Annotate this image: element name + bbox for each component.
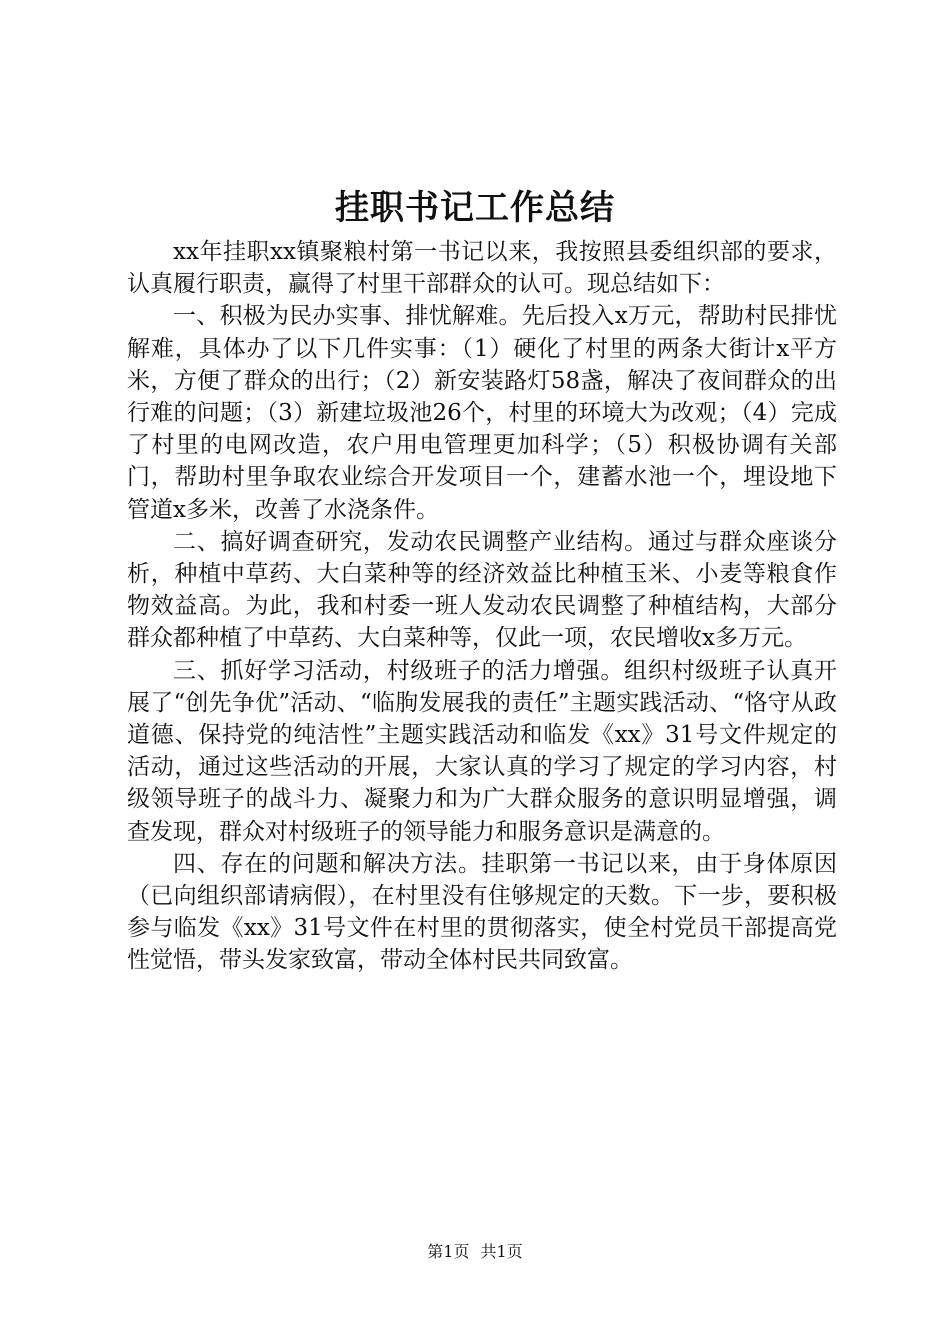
- section-four-paragraph: 四、存在的问题和解决方法。挂职第一书记以来，由于身体原因（已向组织部请病假），在村里没有住够规定的天数。下一步，要积极参与临发《xx》31号文件在村里的贯彻落实，使全村党员干部提高党性觉悟，带头发家致富，带动全体村民共同致富。: [127, 850, 837, 974]
- page-number-total: 共1页: [480, 1242, 523, 1261]
- section-two-paragraph: 二、搞好调查研究，发动农民调整产业结构。通过与群众座谈分析，种植中草药、大白菜种等的经济效益比种植玉米、小麦等粮食作物效益高。为此，我和村委一班人发动农民调整了种植结构，大部分群众都种植了中草药、大白菜种等，仅此一项，农民增收x多万元。: [127, 528, 837, 652]
- page-number-current: 第1页: [427, 1242, 470, 1261]
- document-title: 挂职书记工作总结: [335, 188, 615, 228]
- document-body: [127, 236, 837, 977]
- section-one-paragraph: 一、积极为民办实事、排忧解难。先后投入x万元，帮助村民排忧解难，具体办了以下几件实事：（1）硬化了村里的两条大街计x平方米，方便了群众的出行；（2）新安装路灯58盏，解决了夜间群众的出行难的问题；（3）新建垃圾池26个，村里的环境大为改观；（4）完成了村里的电网改造，农户用电管理更加科学；（5）积极协调有关部门，帮助村里争取农业综合开发项目一个，建蓄水池一个，埋设地下管道x多米，改善了水浇条件。: [127, 303, 837, 523]
- section-three-paragraph: 三、抓好学习活动，村级班子的活力增强。组织村级班子认真开展了“创先争优”活动、“临朐发展我的责任”主题实践活动、“恪守从政道德、保持党的纯洁性”主题实践活动和临发《xx》31号文件规定的活动，通过这些活动的开展，大家认真的学习了规定的学习内容，村级领导班子的战斗力、凝聚力和为广大群众服务的意识明显增强，调查发现，群众对村级班子的领导能力和服务意识是满意的。: [127, 657, 837, 845]
- page-footer: [0, 1240, 950, 1264]
- intro-paragraph: xx年挂职xx镇聚粮村第一书记以来，我按照县委组织部的要求，认真履行职责，赢得了村里干部群众的认可。现总结如下：: [127, 239, 837, 298]
